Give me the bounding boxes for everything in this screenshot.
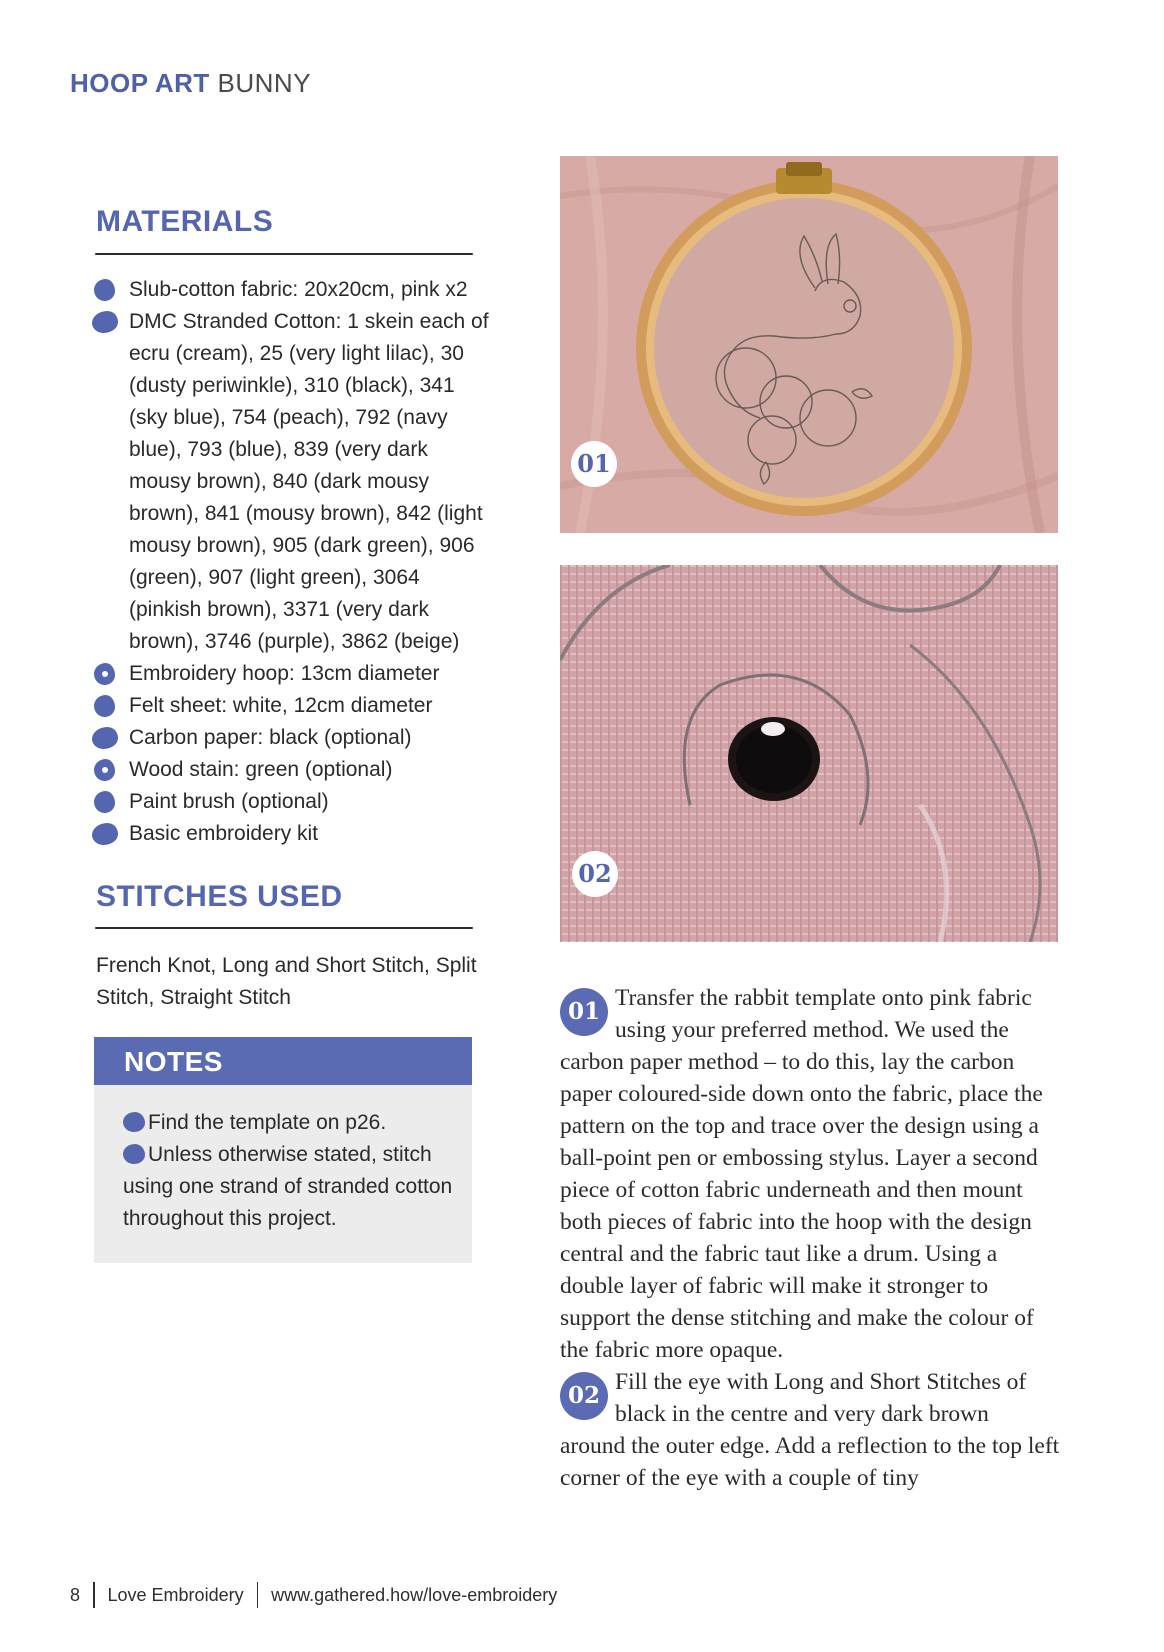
website-link[interactable]: www.gathered.how/love-embroidery: [271, 1585, 558, 1605]
bullet-icon: [94, 759, 115, 781]
list-item: [90, 754, 490, 786]
materials-divider: [95, 253, 473, 255]
running-header: [70, 68, 311, 99]
bullet-icon: [94, 279, 115, 301]
bullet-icon: [92, 727, 118, 749]
step-number-badge: 01: [560, 988, 608, 1036]
material-text: Slub-cotton fabric: 20x20cm, pink x2: [129, 278, 468, 301]
magazine-name: Love Embroidery: [107, 1585, 244, 1605]
list-item: [90, 722, 490, 754]
bullet-icon: [94, 791, 115, 813]
page-footer: [70, 1582, 557, 1608]
list-item: [90, 658, 490, 690]
photo-hoop: [560, 156, 1058, 533]
footer-divider: [257, 1582, 259, 1608]
photo-eye-closeup: [560, 565, 1058, 942]
list-item: [90, 274, 490, 306]
list-item: [90, 306, 490, 658]
material-text: DMC Stranded Cotton: 1 skein each of ecru (cream), 25 (very light lilac), 30 (dusty periwinkle), 310 (black), 341 (sky blue), 754 (peach), 792 (navy blue), 793 (blue), 839 (very dark mousy brown), 840 (dark mousy brown), 841 (mousy brown), 842 (light mousy brown), 905 (dark green), 906 (green), 907 (light green), 3064 (pinkish brown), 3371 (very dark brown), 3746 (purple), 3862 (beige): [129, 310, 489, 653]
notes-heading: NOTES: [94, 1037, 472, 1085]
stitches-divider: [95, 927, 473, 929]
photo-step-badge-02: 02: [572, 851, 618, 897]
bullet-icon: [94, 663, 115, 685]
bullet-icon: [123, 1144, 145, 1164]
step-01: [560, 982, 1060, 1366]
material-text: Wood stain: green (optional): [129, 758, 393, 781]
material-text: Felt sheet: white, 12cm diameter: [129, 694, 433, 717]
list-item: [90, 818, 490, 850]
materials-list: [90, 274, 490, 850]
list-item: [90, 786, 490, 818]
step-text: Fill the eye with Long and Short Stitches of black in the centre and very dark brown around the outer edge. Add a reflection to the top left corner of the eye with a couple of tiny: [560, 1369, 1060, 1491]
material-text: Paint brush (optional): [129, 790, 329, 813]
header-title-strong: HOOP ART: [70, 68, 210, 98]
footer-divider: [93, 1582, 95, 1608]
stitches-heading: STITCHES USED: [96, 880, 343, 913]
material-text: Carbon paper: black (optional): [129, 726, 412, 749]
step-number-badge: 02: [560, 1372, 608, 1420]
hoop-photo-illustration: [560, 156, 1058, 533]
instructions: [560, 982, 1060, 1494]
materials-heading: MATERIALS: [96, 205, 274, 238]
list-item: [90, 690, 490, 722]
note-item: Find the template on p26.: [123, 1107, 458, 1139]
page-number: 8: [70, 1585, 81, 1605]
material-text: Embroidery hoop: 13cm diameter: [129, 662, 440, 685]
bullet-icon: [94, 695, 115, 717]
bullet-icon: [123, 1112, 145, 1132]
photo-step-badge-01: 01: [571, 441, 617, 487]
note-item: Unless otherwise stated, stitch using one strand of stranded cotton throughout this project.: [123, 1143, 453, 1230]
eye-photo-illustration: [560, 565, 1058, 942]
bullet-icon: [92, 823, 118, 845]
notes-box: [94, 1037, 472, 1263]
bullet-icon: [92, 311, 118, 333]
step-text: Transfer the rabbit template onto pink fabric using your preferred method. We used the carbon paper method – to do this, lay the carbon paper coloured-side down onto the fabric, place the pattern on the top and trace over the design using a ball-point pen or embossing stylus. Layer a second piece of cotton fabric underneath and then mount both pieces of fabric into the hoop with the design central and the fabric taut like a drum. Using a double layer of fabric will make it stronger to support the dense stitching and make the colour of the fabric more opaque.: [560, 985, 1043, 1363]
notes-body: [94, 1085, 472, 1235]
stitches-text: French Knot, Long and Short Stitch, Split Stitch, Straight Stitch: [96, 954, 477, 1009]
step-02: [560, 1366, 1060, 1494]
material-text: Basic embroidery kit: [129, 822, 319, 845]
header-title-light: BUNNY: [217, 68, 312, 98]
